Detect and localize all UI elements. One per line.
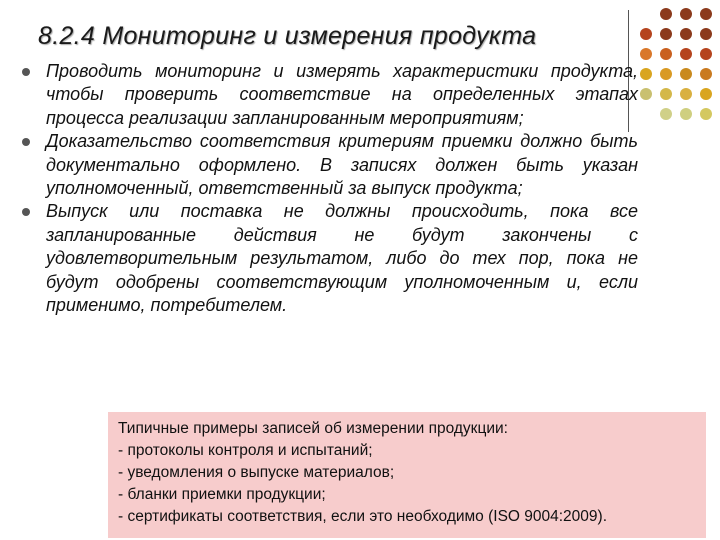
decorative-dot xyxy=(700,108,712,120)
decorative-dot xyxy=(640,68,652,80)
records-example-line: - уведомления о выпуске материалов; xyxy=(118,464,395,481)
decorative-dot xyxy=(640,48,652,60)
decorative-dot xyxy=(640,28,652,40)
decorative-dot xyxy=(660,48,672,60)
bullet-list xyxy=(20,60,638,317)
bullet-text: Доказательство соответствия критериям приемки должно быть документально оформлено. В записях должен быть указан уполномоченный, ответственный за выпуск продукта; xyxy=(46,131,638,199)
decorative-dot xyxy=(700,28,712,40)
decorative-dot xyxy=(680,108,692,120)
decorative-dot xyxy=(680,48,692,60)
bullet-item xyxy=(20,130,638,200)
decorative-dot xyxy=(680,68,692,80)
bullet-text: Проводить мониторинг и измерять характеристики продукта, чтобы проверить соответствие на определенных этапах процесса реализации запланированным мероприятиям; xyxy=(46,61,638,128)
decorative-dot xyxy=(680,88,692,100)
decorative-dot xyxy=(700,48,712,60)
decorative-dot xyxy=(700,8,712,20)
decorative-dot xyxy=(680,8,692,20)
bullet-text: Выпуск или поставка не должны происходить, пока все запланированные действия не будут закончены с удовлетворительным результатом, либо до тех пор, пока не будут одобрены соответствующим уполномоченным и, если применимо, потребителем. xyxy=(46,201,638,316)
decorative-dot xyxy=(700,68,712,80)
bullet-item xyxy=(20,60,638,130)
bullet-dot-icon xyxy=(22,208,30,216)
bullet-dot-icon xyxy=(22,68,30,76)
decorative-dot xyxy=(640,88,652,100)
records-examples-box xyxy=(108,412,706,538)
decorative-dot xyxy=(680,28,692,40)
decorative-dot xyxy=(660,28,672,40)
decorative-dot xyxy=(660,8,672,20)
slide-title: 8.2.4 Мониторинг и измерения продукта xyxy=(38,22,537,50)
decorative-dot xyxy=(660,88,672,100)
decorative-dot xyxy=(660,68,672,80)
bullet-dot-icon xyxy=(22,138,30,146)
records-example-line: - сертификаты соответствия, если это необходимо (ISO 9004:2009). xyxy=(118,508,608,525)
bullet-item xyxy=(20,200,638,317)
records-examples-heading: Типичные примеры записей об измерении продукции: xyxy=(118,420,508,437)
decorative-dot xyxy=(660,108,672,120)
records-example-line: - бланки приемки продукции; xyxy=(118,486,326,503)
records-example-line: - протоколы контроля и испытаний; xyxy=(118,442,373,459)
decorative-dot-grid xyxy=(640,8,720,128)
decorative-dot xyxy=(700,88,712,100)
